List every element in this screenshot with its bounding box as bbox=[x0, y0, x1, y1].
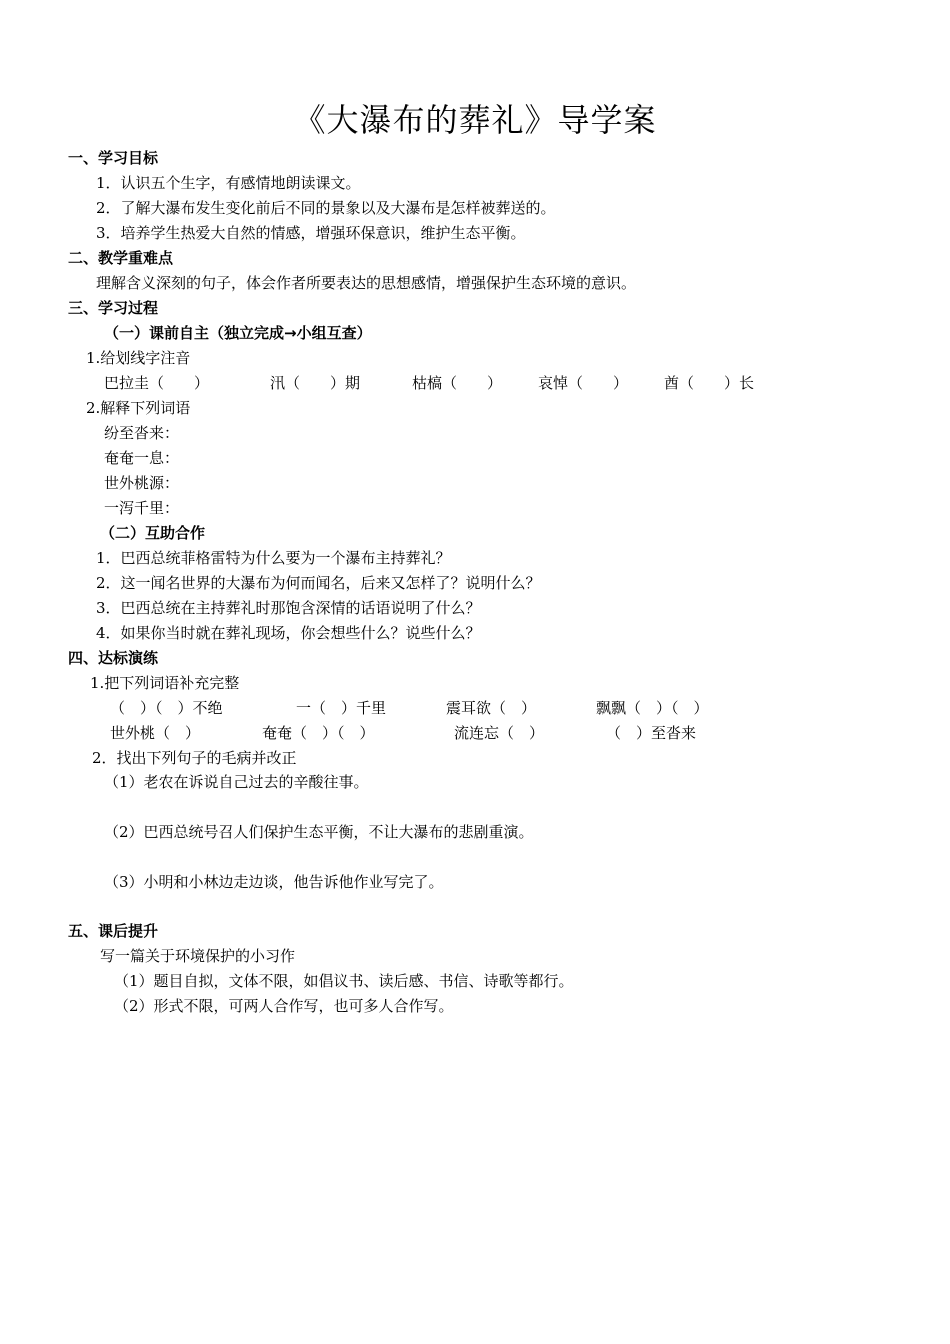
section-heading-goals: 一、学习目标 bbox=[68, 149, 159, 167]
fill-word-item: 一（ ）千里 bbox=[296, 699, 387, 717]
pinyin-question-title: 1.给划线字注音 bbox=[86, 349, 191, 367]
discussion-question: 3．巴西总统在主持葬礼时那饱含深情的话语说明了什么？ bbox=[96, 599, 481, 617]
part2-title: （二）互助合作 bbox=[100, 524, 206, 542]
fill-word-item: 奄奄（ ）（ ） bbox=[262, 724, 375, 742]
fill-words-title: 1.把下列词语补充完整 bbox=[90, 674, 240, 692]
sentence-item: （2）巴西总统号召人们保护生态平衡，不让大瀑布的悲剧重演。 bbox=[104, 823, 534, 841]
section-heading-practice: 四、达标演练 bbox=[68, 649, 159, 667]
discussion-question: 4．如果你当时就在葬礼现场，你会想些什么？说些什么？ bbox=[96, 624, 481, 642]
extension-item: （2）形式不限，可两人合作写，也可多人合作写。 bbox=[114, 997, 454, 1015]
term-item: 奄奄一息： bbox=[104, 449, 180, 467]
goal-item: 1．认识五个生字，有感情地朗读课文。 bbox=[96, 174, 361, 192]
fill-word-item: 飘飘（ ）（ ） bbox=[596, 699, 709, 717]
term-item: 世外桃源： bbox=[104, 474, 180, 492]
terms-question-title: 2.解释下列词语 bbox=[86, 399, 191, 417]
fill-word-item: 震耳欲（ ） bbox=[446, 699, 537, 717]
discussion-question: 2．这一闻名世界的大瀑布为何而闻名，后来又怎样了？说明什么？ bbox=[96, 574, 541, 592]
key-points-text: 理解含义深刻的句子，体会作者所要表达的思想感情，增强保护生态环境的意识。 bbox=[96, 274, 637, 292]
pinyin-item: 巴拉圭（ ） bbox=[104, 374, 210, 392]
sentence-item: （3）小明和小林边走边谈，他告诉他作业写完了。 bbox=[104, 873, 444, 891]
extension-intro: 写一篇关于环境保护的小习作 bbox=[100, 947, 296, 965]
part1-title: （一）课前自主（独立完成→小组互查） bbox=[104, 324, 372, 342]
fill-word-item: 世外桃（ ） bbox=[110, 724, 201, 742]
sentence-item: （1）老农在诉说自己过去的辛酸往事。 bbox=[104, 773, 369, 791]
pinyin-item: 哀悼（ ） bbox=[538, 374, 629, 392]
pinyin-item: 汛（ ）期 bbox=[270, 374, 361, 392]
pinyin-item: 枯槁（ ） bbox=[412, 374, 503, 392]
section-heading-process: 三、学习过程 bbox=[68, 299, 159, 317]
discussion-question: 1．巴西总统菲格雷特为什么要为一个瀑布主持葬礼？ bbox=[96, 549, 451, 567]
term-item: 一泻千里： bbox=[104, 499, 180, 517]
term-item: 纷至沓来： bbox=[104, 424, 180, 442]
extension-item: （1）题目自拟，文体不限，如倡议书、读后感、书信、诗歌等都行。 bbox=[114, 972, 574, 990]
fill-word-item: 流连忘（ ） bbox=[454, 724, 545, 742]
section-heading-key-points: 二、教学重难点 bbox=[68, 249, 174, 267]
fill-word-item: （ ）至沓来 bbox=[606, 724, 697, 742]
goal-item: 3．培养学生热爱大自然的情感，增强环保意识，维护生态平衡。 bbox=[96, 224, 526, 242]
document-title: 《大瀑布的葬礼》导学案 bbox=[293, 101, 657, 139]
section-heading-extension: 五、课后提升 bbox=[68, 922, 159, 940]
sentence-fix-title: 2．找出下列句子的毛病并改正 bbox=[92, 749, 297, 767]
pinyin-item: 酋（ ）长 bbox=[664, 374, 755, 392]
goal-item: 2．了解大瀑布发生变化前后不同的景象以及大瀑布是怎样被葬送的。 bbox=[96, 199, 556, 217]
fill-word-item: （ ）（ ）不绝 bbox=[110, 699, 223, 717]
